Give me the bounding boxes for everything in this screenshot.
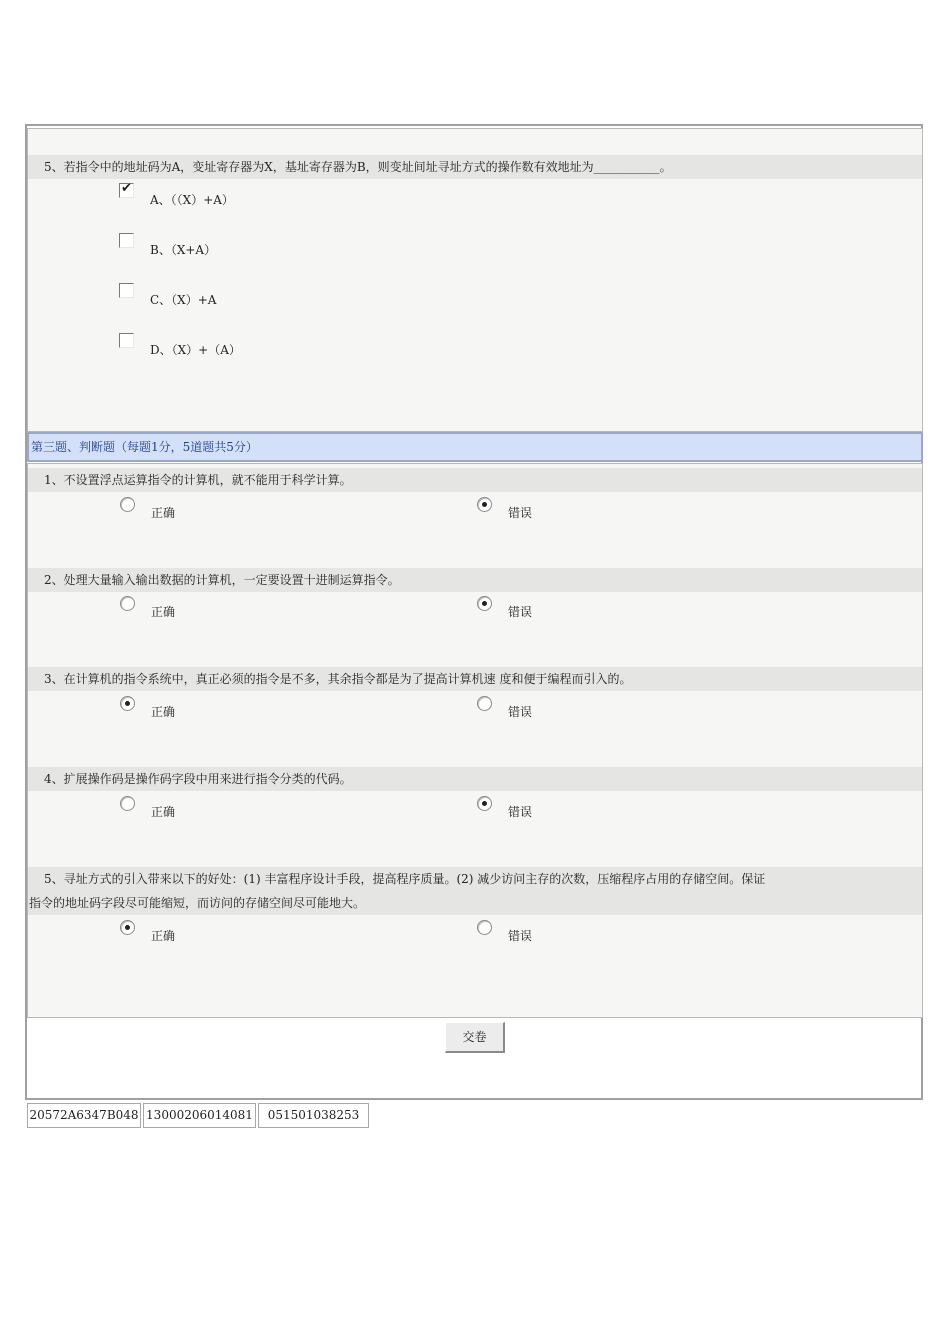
judge-question-5 bbox=[28, 867, 922, 915]
checkbox-d[interactable] bbox=[119, 333, 134, 348]
true-label: 正确 bbox=[151, 929, 176, 943]
radio-false-2[interactable] bbox=[477, 596, 492, 611]
true-label: 正确 bbox=[151, 805, 176, 819]
false-label: 错误 bbox=[508, 506, 533, 520]
radio-true-3[interactable] bbox=[120, 696, 135, 711]
false-label: 错误 bbox=[508, 705, 533, 719]
radio-true-1[interactable] bbox=[120, 497, 135, 512]
true-label: 正确 bbox=[151, 506, 176, 520]
footer-code-1: 20572A6347B048 bbox=[27, 1103, 141, 1128]
false-label: 错误 bbox=[508, 929, 533, 943]
question-line-1: 5、寻址方式的引入带来以下的好处：(1) 丰富程序设计手段，提高程序质量。(2) 减少访问主存的次数，压缩程序占用的存储空间。保证 bbox=[44, 872, 766, 886]
judge-question-4: 4、扩展操作码是操作码字段中用来进行指令分类的代码。 bbox=[28, 767, 922, 791]
radio-selected-dot bbox=[125, 701, 130, 706]
option-label: A、（（X）+A） bbox=[150, 193, 234, 207]
footer-code-3: 051501038253 bbox=[258, 1103, 369, 1128]
footer-code-2: 13000206014081 bbox=[143, 1103, 256, 1128]
radio-false-3[interactable] bbox=[477, 696, 492, 711]
checkbox-b[interactable] bbox=[119, 233, 134, 248]
judge-question-1: 1、不设置浮点运算指令的计算机，就不能用于科学计算。 bbox=[28, 468, 922, 492]
checkbox-a[interactable] bbox=[119, 183, 134, 198]
radio-selected-dot bbox=[482, 502, 487, 507]
submit-button[interactable]: 交卷 bbox=[445, 1022, 505, 1053]
judge-question-2: 2、处理大量输入输出数据的计算机，一定要设置十进制运算指令。 bbox=[28, 568, 922, 592]
radio-false-4[interactable] bbox=[477, 796, 492, 811]
radio-selected-dot bbox=[482, 601, 487, 606]
q5-question: 5、若指令中的地址码为A，变址寄存器为X，基址寄存器为B，则变址间址寻址方式的操作数有效地址为___________。 bbox=[28, 155, 922, 179]
checkbox-c[interactable] bbox=[119, 283, 134, 298]
radio-true-2[interactable] bbox=[120, 596, 135, 611]
false-label: 错误 bbox=[508, 805, 533, 819]
radio-selected-dot bbox=[125, 925, 130, 930]
true-label: 正确 bbox=[151, 705, 176, 719]
radio-true-4[interactable] bbox=[120, 796, 135, 811]
option-label: B、（X+A） bbox=[150, 243, 217, 257]
section-header: 第三题、判断题（每题1分，5道题共5分） bbox=[27, 432, 923, 462]
radio-selected-dot bbox=[482, 801, 487, 806]
true-label: 正确 bbox=[151, 605, 176, 619]
radio-true-5[interactable] bbox=[120, 920, 135, 935]
radio-false-5[interactable] bbox=[477, 920, 492, 935]
judge-question-3: 3、在计算机的指令系统中，真正必须的指令是不多，其余指令都是为了提高计算机速 度和便于编程而引入的。 bbox=[28, 667, 922, 691]
question-line-2: 指令的地址码字段尽可能缩短，而访问的存储空间尽可能地大。 bbox=[29, 896, 366, 910]
checkmark-icon: ✔ bbox=[121, 181, 132, 196]
option-label: C、（X）+A bbox=[150, 293, 217, 307]
false-label: 错误 bbox=[508, 605, 533, 619]
option-label: D、（X）+（A） bbox=[150, 343, 241, 357]
radio-false-1[interactable] bbox=[477, 497, 492, 512]
